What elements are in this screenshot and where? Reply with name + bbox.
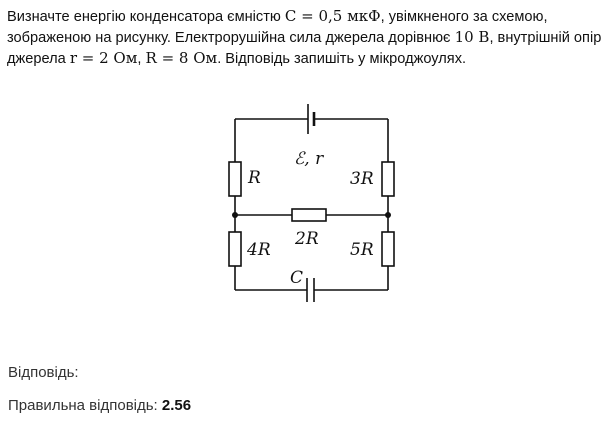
label-r: R xyxy=(248,168,261,188)
question-part-3: , внутрішній опір джерела xyxy=(7,30,602,67)
correct-answer-label: Правильна відповідь: xyxy=(8,397,162,414)
correct-answer xyxy=(8,397,191,414)
resistor-r xyxy=(229,162,241,196)
resistor-4r xyxy=(229,232,241,266)
question-part-2: , увімкненого за схемою, зображеною на рисунку. Електрорушійна сила джерела дорівнює xyxy=(7,9,548,46)
label-capacitor: C xyxy=(290,268,304,288)
resistance-formula: R = 8 Ом xyxy=(145,49,218,67)
label-4r: 4R xyxy=(247,240,271,260)
question-text xyxy=(7,6,607,69)
answer-label: Відповідь: xyxy=(8,364,79,381)
internal-resistance-formula: r = 2 Ом xyxy=(69,49,138,67)
resistor-5r xyxy=(382,232,394,266)
circuit-diagram xyxy=(210,92,410,307)
emf-value: 10 В xyxy=(454,28,490,46)
correct-answer-value: 2.56 xyxy=(161,397,192,414)
label-5r: 5R xyxy=(350,240,374,260)
capacitance-formula: C = 0,5 мкФ xyxy=(284,7,381,25)
label-3r: 3R xyxy=(350,169,374,189)
label-source: ℰ, r xyxy=(294,149,324,169)
junction-right xyxy=(385,212,391,218)
resistor-2r xyxy=(292,209,326,221)
label-2r: 2R xyxy=(295,229,319,249)
junction-left xyxy=(232,212,238,218)
resistor-3r xyxy=(382,162,394,196)
question-part-1: Визначте енергію конденсатора ємністю xyxy=(7,9,285,25)
question-part-4: , xyxy=(137,51,146,67)
question-part-5: . Відповідь запишіть у мікроджоулях. xyxy=(217,51,467,67)
